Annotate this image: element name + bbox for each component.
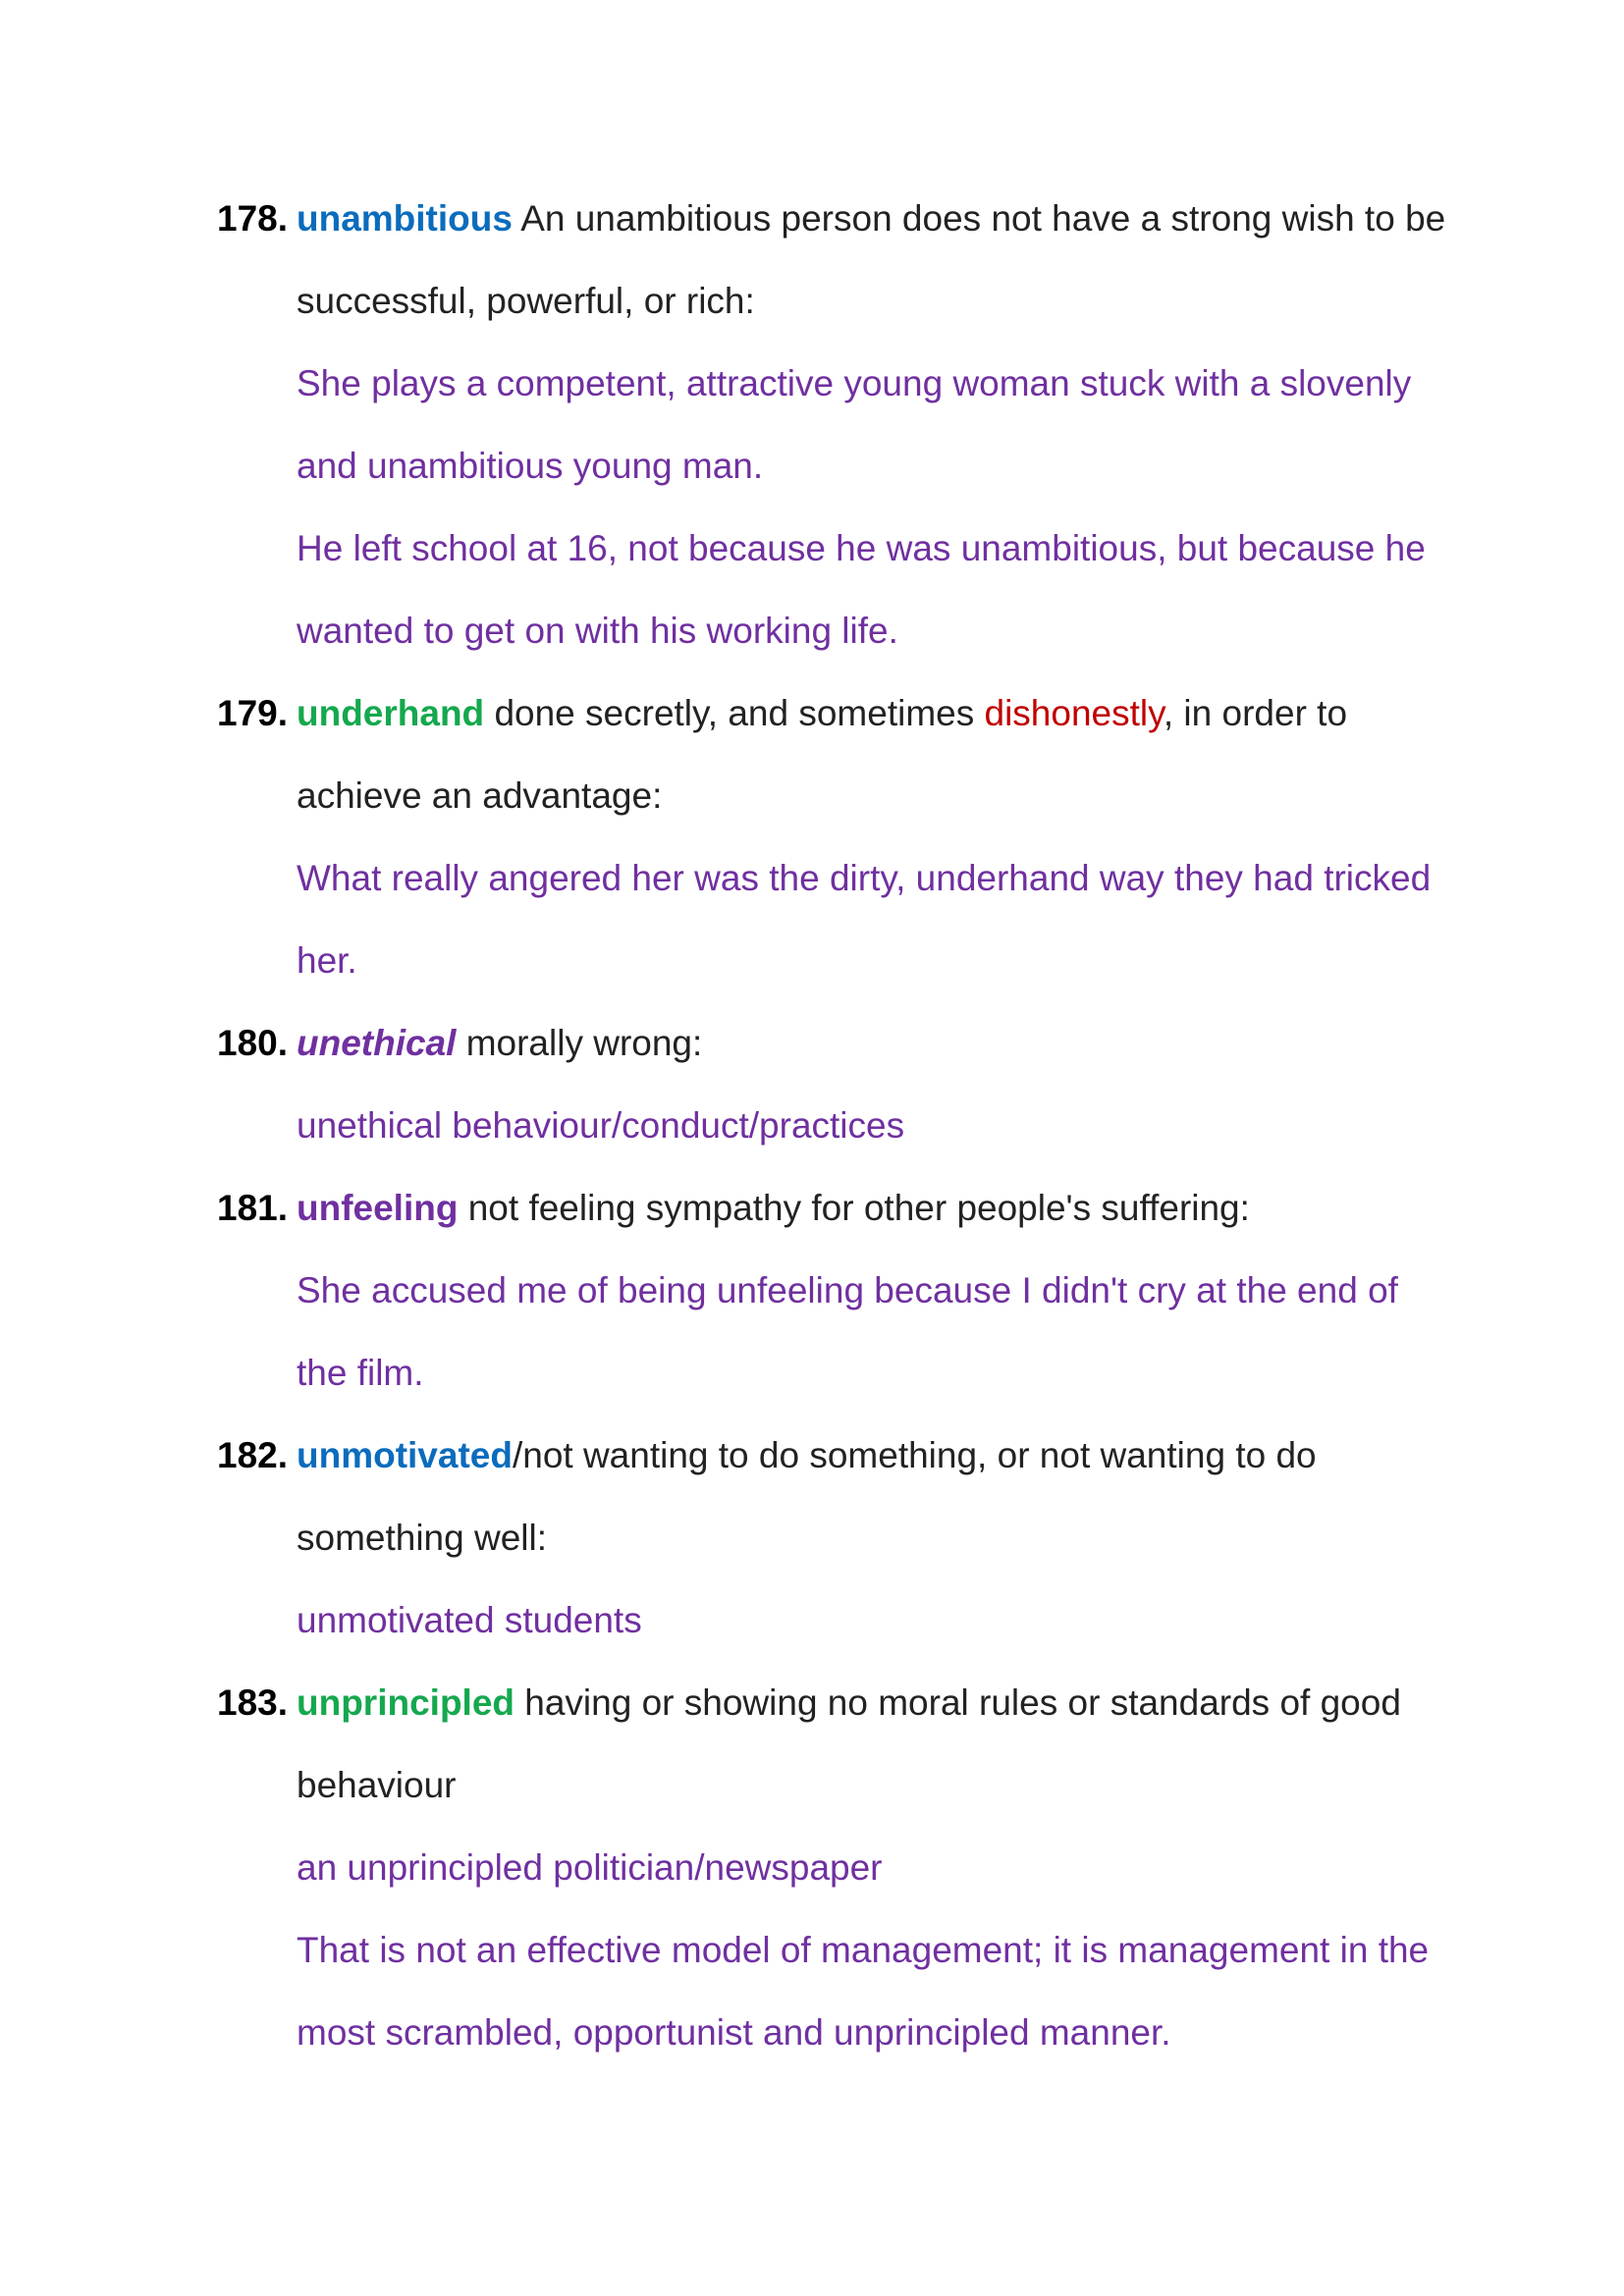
example-sentence: the film. (297, 1353, 424, 1393)
example-sentence: wanted to get on with his working life. (297, 611, 898, 651)
entry-definition-line (297, 1022, 702, 1065)
headword: unfeeling (297, 1188, 459, 1228)
entry-definition-line (297, 1434, 1317, 1477)
example-sentence: her. (297, 940, 357, 981)
example-sentence: What really angered her was the dirty, underhand way they had tricked (297, 858, 1432, 898)
example-sentence: and unambitious young man. (297, 446, 764, 486)
definition-text: morally wrong: (456, 1023, 703, 1063)
example-sentence: an unprincipled politician/newspaper (297, 1847, 883, 1888)
entry-definition-line (297, 197, 1445, 240)
definition-text: not feeling sympathy for other people's suffering: (458, 1188, 1250, 1228)
entry-number: 180. (217, 1023, 289, 1063)
headword: unmotivated (297, 1435, 513, 1475)
headword: unprincipled (297, 1682, 514, 1723)
entry-number: 182. (217, 1435, 289, 1475)
entry-number: 179. (217, 693, 289, 733)
example-sentence: unethical behaviour/conduct/practices (297, 1105, 905, 1146)
definition-text: something well: (297, 1518, 548, 1558)
definition-text: having or showing no moral rules or standards of good (514, 1682, 1401, 1723)
example-sentence: That is not an effective model of management; it is management in the (297, 1930, 1430, 1970)
entry-number: 183. (217, 1682, 289, 1723)
entry-number: 181. (217, 1188, 289, 1228)
entry-definition-line (297, 1682, 1401, 1725)
example-sentence: She plays a competent, attractive young woman stuck with a slovenly (297, 363, 1412, 403)
example-sentence: unmotivated students (297, 1600, 642, 1640)
definition-text: done secretly, and sometimes (484, 693, 985, 733)
example-sentence: He left school at 16, not because he was unambitious, but because he (297, 528, 1426, 568)
definition-text: achieve an advantage: (297, 775, 663, 816)
definition-text: An unambitious person does not have a strong wish to be (512, 198, 1446, 239)
definition-text: behaviour (297, 1765, 457, 1805)
example-sentence: She accused me of being unfeeling because I didn't cry at the end of (297, 1270, 1398, 1310)
example-sentence: most scrambled, opportunist and unprincipled manner. (297, 2012, 1171, 2053)
entry-definition-line (297, 1187, 1250, 1230)
highlighted-word: dishonestly (984, 693, 1164, 733)
headword: unethical (297, 1023, 457, 1063)
headword: underhand (297, 693, 485, 733)
entry-number: 178. (217, 198, 289, 239)
definition-text: /not wanting to do something, or not wanting to do (512, 1435, 1317, 1475)
entry-definition-line (297, 692, 1347, 735)
definition-text: successful, powerful, or rich: (297, 281, 755, 321)
headword: unambitious (297, 198, 513, 239)
definition-text: , in order to (1163, 693, 1348, 733)
